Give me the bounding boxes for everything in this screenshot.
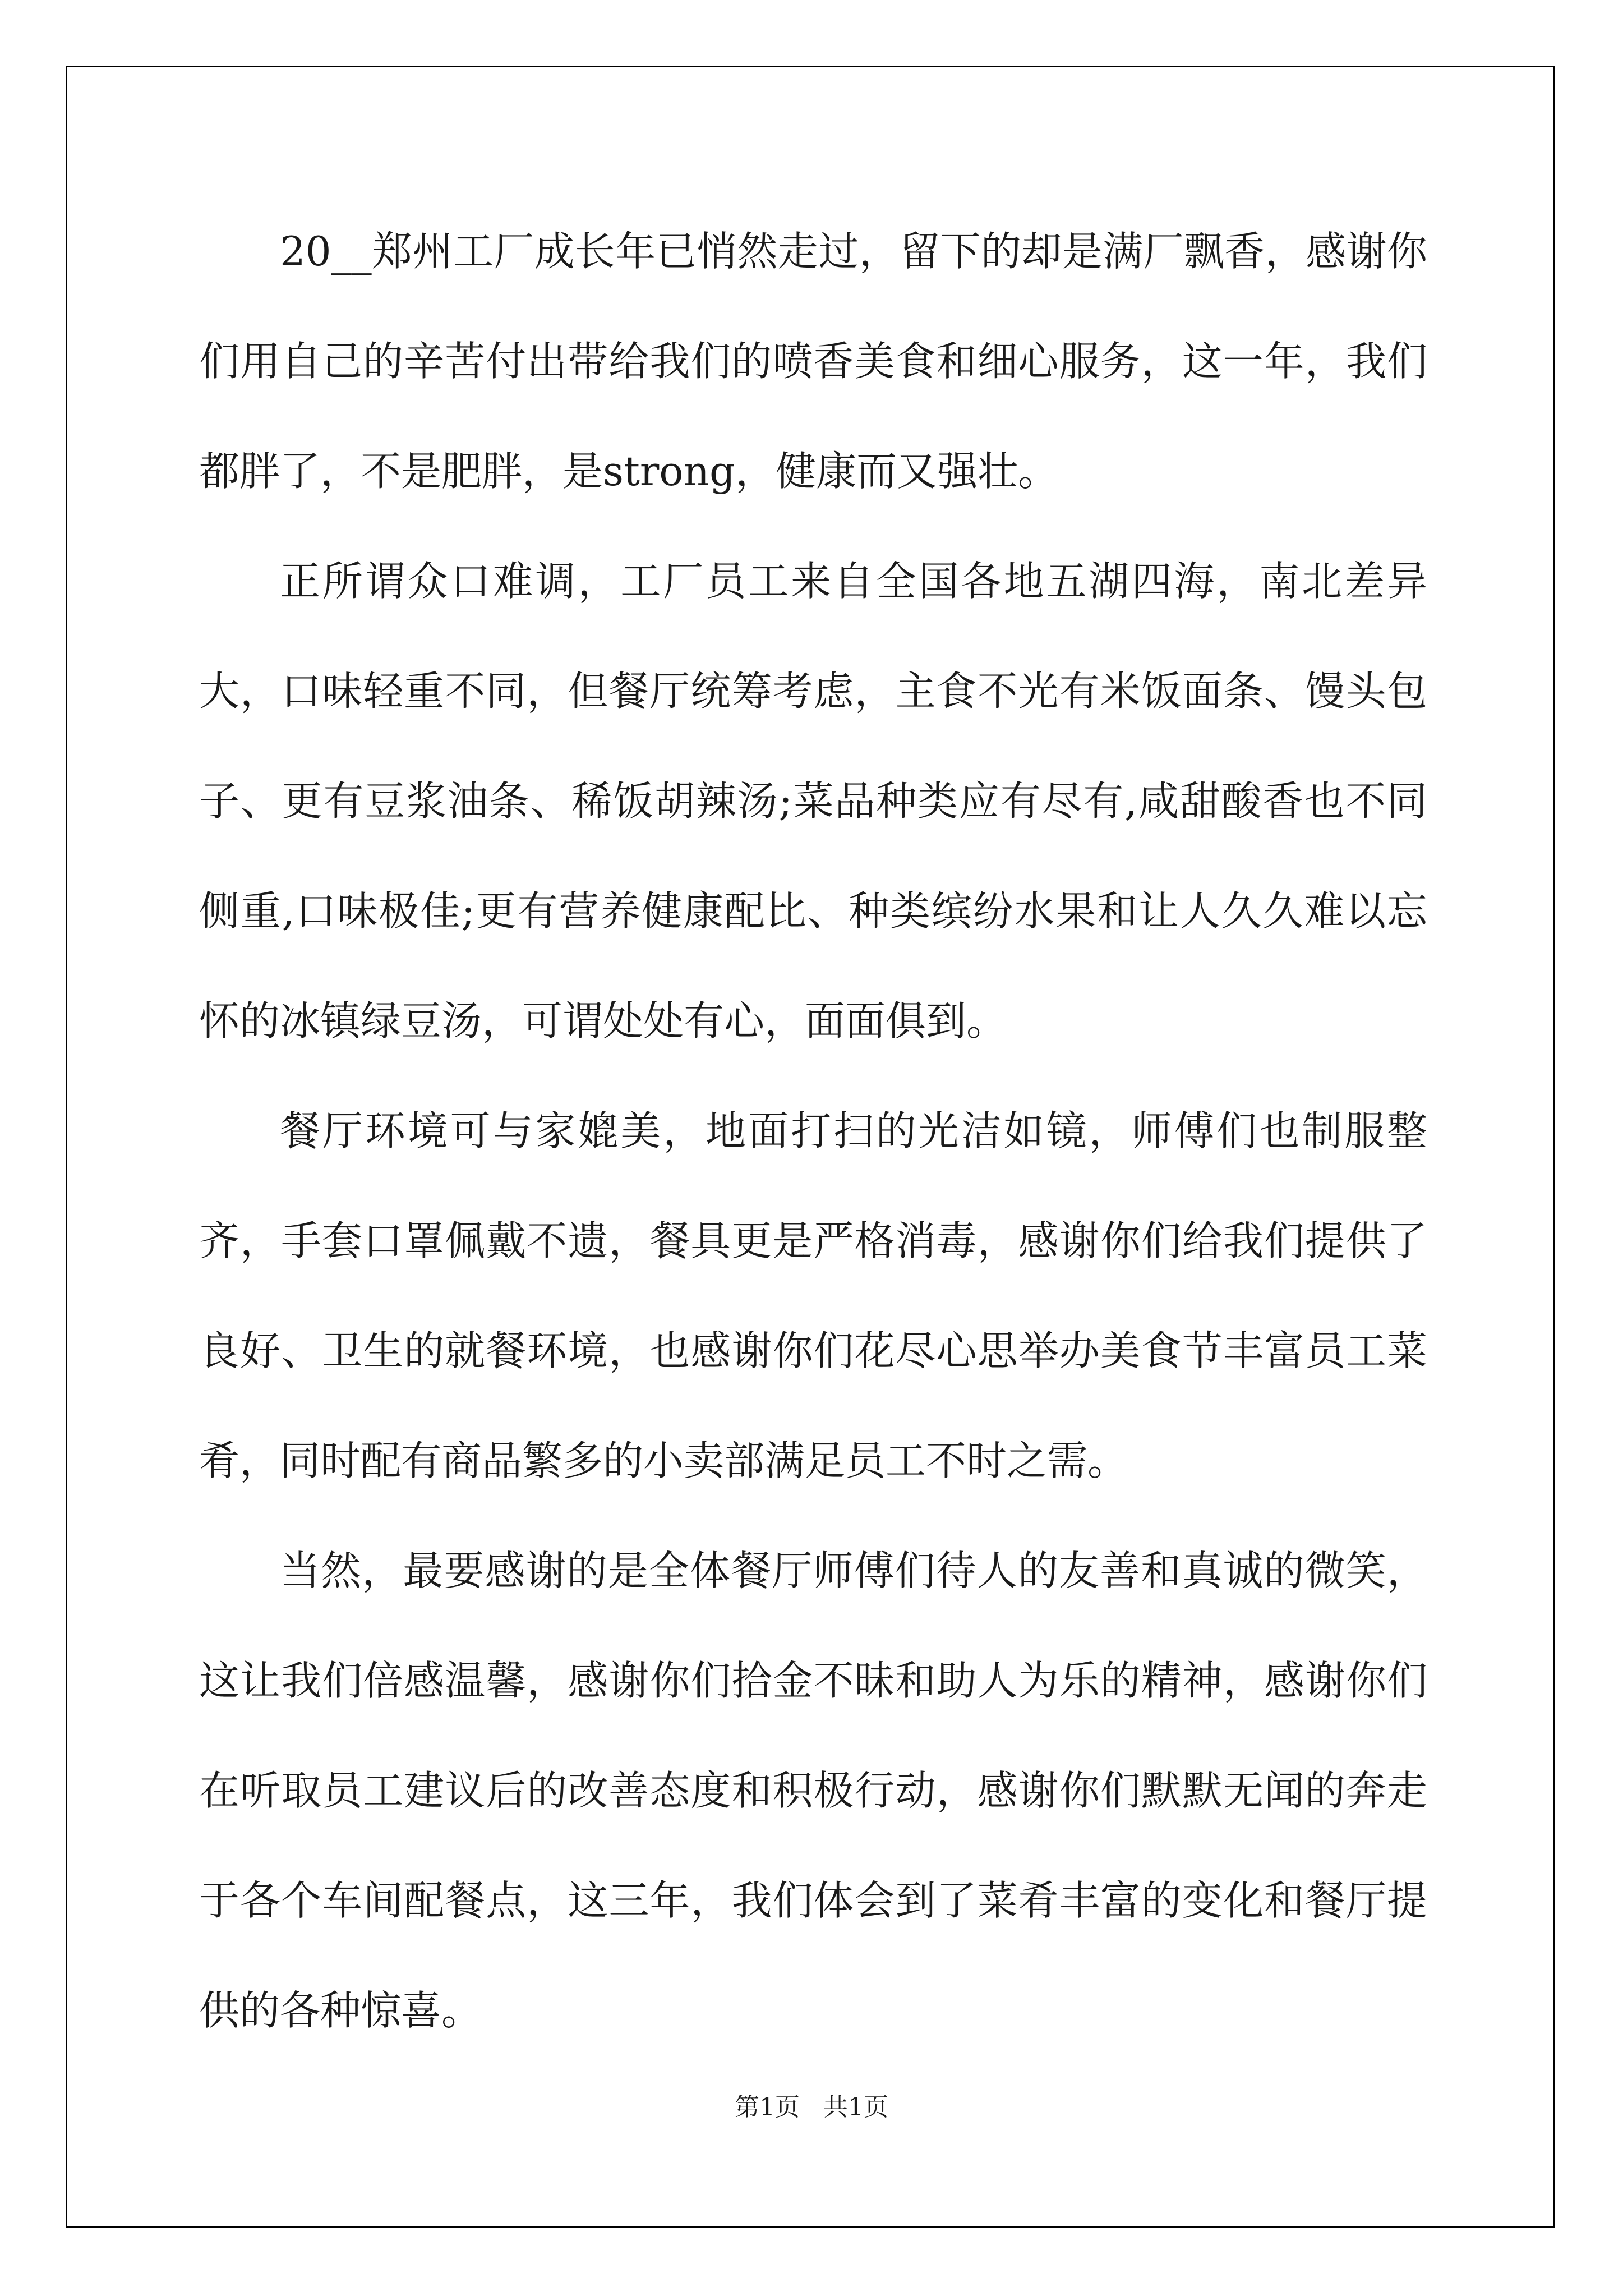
document-body [199,196,1427,2065]
page-footer: 第1页 共1页 [735,2093,888,2122]
paragraph-2: 正所谓众口难调，工厂员工来自全国各地五湖四海，南北差异大，口味轻重不同，但餐厅统筹考虑，主食不光有米饭面条、馒头包子、更有豆浆油条、稀饭胡辣汤;菜品种类应有尽有,咸甜酸香也不同侧重,口味极佳;更有营养健康配比、种类缤纷水果和让人久久难以忘怀的冰镇绿豆汤，可谓处处有心，面面俱到。 [199,558,1427,1045]
paragraph-4: 当然，最要感谢的是全体餐厅师傅们待人的友善和真诚的微笑，这让我们倍感温馨，感谢你们拾金不昧和助人为乐的精神，感谢你们在听取员工建议后的改善态度和积极行动，感谢你们默默无闻的奔走于各个车间配餐点，这三年，我们体会到了菜肴丰富的变化和餐厅提供的各种惊喜。 [199,1547,1427,2034]
paragraph-3: 餐厅环境可与家媲美，地面打扫的光洁如镜，师傅们也制服整齐，手套口罩佩戴不遗，餐具更是严格消毒，感谢你们给我们提供了良好、卫生的就餐环境，也感谢你们花尽心思举办美食节丰富员工菜肴，同时配有商品繁多的小卖部满足员工不时之需。 [199,1107,1427,1484]
paragraph-1: 20__郑州工厂成长年已悄然走过，留下的却是满厂飘香，感谢你们用自己的辛苦付出带给我们的喷香美食和细心服务，这一年，我们都胖了，不是肥胖，是strong，健康而又强壮。 [199,228,1427,495]
